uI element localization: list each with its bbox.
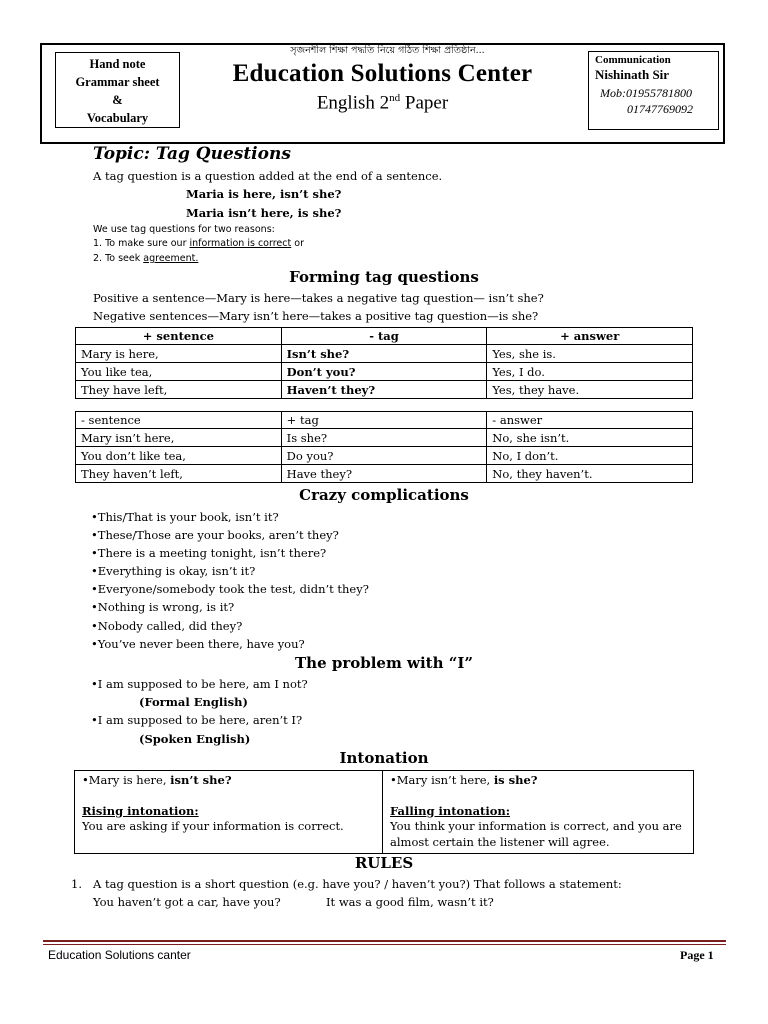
table-cell: You like tea,: [76, 363, 282, 381]
table-row: [76, 381, 693, 399]
list-item: •Everyone/somebody took the test, didn’t they?: [91, 582, 369, 597]
table-header-cell: - sentence: [76, 412, 282, 429]
subtitle-sup: nd: [389, 92, 401, 104]
footer-left: Education Solutions canter: [48, 948, 191, 962]
list-item: •This/That is your book, isn’t it?: [91, 510, 279, 524]
table-cell: You don’t like tea,: [76, 447, 282, 465]
rising-label-text: Rising intonation:: [82, 803, 199, 818]
falling-tag: is she?: [493, 773, 538, 787]
subtitle-main: English 2: [316, 92, 390, 114]
table-cell: Is she?: [281, 429, 487, 447]
table-row: [76, 345, 693, 363]
table-cell: Isn’t she?: [281, 345, 487, 363]
table-cell: No, I don’t.: [487, 447, 693, 465]
table-header-row: [76, 412, 693, 429]
table-row: [76, 363, 693, 381]
table-cell: Have they?: [281, 465, 487, 483]
handnote-line: Vocabulary: [86, 111, 149, 125]
rising-tag: isn’t she?: [170, 773, 232, 787]
table-header-cell: + tag: [281, 412, 487, 429]
problem-i-note-1: (Formal English): [139, 695, 248, 709]
footer-divider-thin: [43, 944, 726, 945]
rising-sentence: •Mary is here,: [82, 773, 171, 787]
table-cell: Yes, they have.: [487, 381, 693, 399]
table-cell: Yes, I do.: [487, 363, 693, 381]
intonation-falling: [383, 771, 693, 853]
reason-2-text: 2. To seek: [93, 253, 144, 264]
table-row: [76, 447, 693, 465]
topic-heading: Topic: Tag Questions: [93, 144, 291, 164]
rule-1: A tag question is a short question (e.g. have you? / haven’t you?) That follows a statement:: [93, 877, 622, 891]
handnote-line: Grammar sheet: [75, 75, 160, 89]
rules-title: RULES: [354, 854, 414, 872]
table-cell: No, they haven’t.: [487, 465, 693, 483]
definition-text: A tag question is a question added at the end of a sentence.: [93, 169, 443, 183]
positive-rule: Positive a sentence—Mary is here—takes a negative tag question— isn’t she?: [93, 291, 544, 305]
problem-i-title: The problem with “I”: [295, 654, 473, 672]
page-number: Page 1: [680, 948, 714, 962]
table-row: [76, 465, 693, 483]
bengali-tagline: সৃজনশীল শিক্ষা পদ্ধতি নিয়ে গঠিত শিক্ষা প্রতিষ্ঠান...: [290, 45, 485, 56]
intonation-rising: [75, 771, 383, 853]
reason-1: [93, 238, 304, 249]
falling-text: You think your information is correct, and you are almost certain the listener will agree.: [390, 819, 682, 849]
tag-table-positive: [75, 327, 693, 399]
table-cell: They have left,: [76, 381, 282, 399]
problem-i-line-2: •I am supposed to be here, aren’t I?: [91, 713, 303, 727]
negative-rule: Negative sentences—Mary isn’t here—takes a positive tag question—is she?: [93, 309, 539, 323]
forming-title: Forming tag questions: [289, 268, 479, 286]
table-header-cell: + sentence: [76, 328, 282, 345]
subtitle: [200, 92, 565, 114]
table-cell: Do you?: [281, 447, 487, 465]
reason-1-tail: or: [291, 238, 304, 249]
list-item: •Nobody called, did they?: [91, 618, 243, 633]
footer-divider: [43, 940, 726, 942]
rising-text: You are asking if your information is correct.: [82, 819, 344, 833]
table-row: [76, 429, 693, 447]
reasons-intro: We use tag questions for two reasons:: [93, 224, 275, 235]
contact-name: Nishinath Sir: [595, 67, 670, 82]
subtitle-end: Paper: [400, 92, 449, 114]
falling-sentence: •Mary isn’t here,: [390, 773, 494, 787]
list-item: •You’ve never been there, have you?: [91, 636, 305, 651]
table-cell: They haven’t left,: [76, 465, 282, 483]
table-cell: Don’t you?: [281, 363, 487, 381]
contact-label: Communication: [595, 54, 671, 66]
crazy-title: Crazy complications: [299, 486, 469, 504]
rule-example-2: It was a good film, wasn’t it?: [326, 895, 494, 909]
list-item: •These/Those are your books, aren’t they?: [91, 528, 339, 543]
table-header-cell: - tag: [281, 328, 487, 345]
table-cell: Mary isn’t here,: [76, 429, 282, 447]
contact-mobile-1: Mob:01955781800: [600, 86, 692, 100]
rule-number: 1.: [71, 877, 82, 891]
table-header-row: [76, 328, 693, 345]
reason-1-underlined: information is correct: [189, 238, 292, 249]
page-title: Education Solutions Center: [232, 60, 533, 87]
falling-example: [390, 773, 686, 789]
tag-table-negative: [75, 411, 693, 483]
list-item: •Nothing is wrong, is it?: [91, 600, 235, 615]
example-1: Maria is here, isn’t she?: [186, 187, 342, 201]
problem-i-line-1: •I am supposed to be here, am I not?: [91, 677, 308, 691]
table-cell: No, she isn’t.: [487, 429, 693, 447]
falling-label: [390, 804, 686, 820]
contact-mobile-2: 01747769092: [627, 102, 693, 116]
reason-1-text: 1. To make sure our: [93, 238, 190, 249]
table-cell: Mary is here,: [76, 345, 282, 363]
falling-label-text: Falling intonation:: [390, 803, 510, 818]
handnote-line: Hand note: [89, 57, 146, 71]
handnote-line: &: [112, 93, 123, 107]
rising-label: [82, 804, 375, 820]
intonation-table: [74, 770, 694, 854]
table-cell: Yes, she is.: [487, 345, 693, 363]
list-item: •Everything is okay, isn’t it?: [91, 564, 256, 579]
intonation-title: Intonation: [339, 749, 429, 767]
handnote-box: [55, 52, 180, 128]
crazy-list: [91, 508, 369, 653]
table-header-cell: - answer: [487, 412, 693, 429]
reason-2-underlined: agreement.: [143, 253, 199, 264]
example-2: Maria isn’t here, is she?: [186, 206, 342, 220]
rule-example-1: You haven’t got a car, have you?: [93, 895, 281, 909]
rising-example: [82, 773, 375, 789]
reason-2: [93, 253, 198, 264]
problem-i-note-2: (Spoken English): [139, 732, 251, 746]
list-item: •There is a meeting tonight, isn’t there?: [91, 546, 327, 561]
contact-box: [588, 51, 719, 130]
table-cell: Haven’t they?: [281, 381, 487, 399]
table-header-cell: + answer: [487, 328, 693, 345]
